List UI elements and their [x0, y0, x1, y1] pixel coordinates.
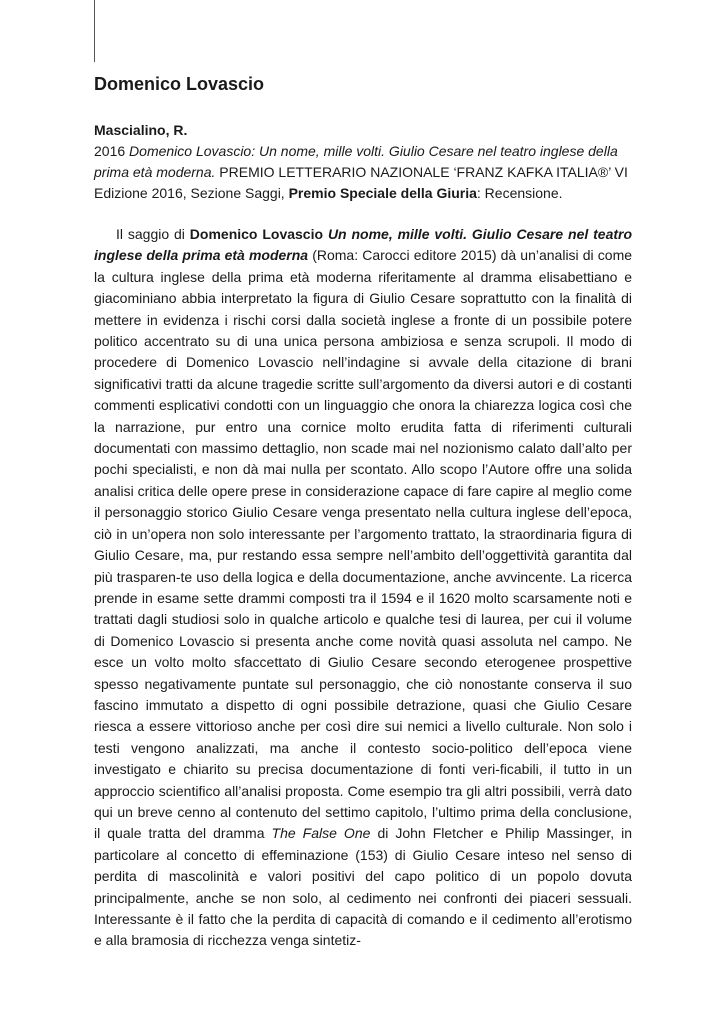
review-text-1: (Roma: Carocci editore 2015) dà un’analisi di come la cultura inglese della prima età moderna riferitamente al dramma elisabettiano e giacominiano abbia interpretato la figura di Giulio Cesare soprattutto con la finalità di mettere in evidenza i rischi corsi dalla società inglese a fronte di un possibile potere politico accentrato su di una unica persona ambiziosa e senza scrupoli. Il modo di procedere di Domenico Lovascio nell’indagine si avvale della citazione di brani significativi tratti da alcune tragedie scritte sull’argomento da diversi autori e di costanti commenti esplicativi condotti con un linguaggio che onora la chiarezza logica così che la narrazione, pur entro una cornice molto erudita fatta di riferimenti culturali documentati con massimo dettaglio, non scade mai nel nozionismo calato dall’alto per pochi specialisti, e non dà mai nulla per scontato. Allo scopo l’Autore offre una solida analisi critica delle opere prese in considerazione capace di fare capire al meglio come il personaggio storico Giulio Cesare venga presentato nella cultura inglese dell’epoca, ciò in un’opera non solo interessante per l’argomento trattato, la straordinaria figura di Giulio Cesare, ma, pur restando essa sempre nell’ambito dell’oggettività garantita dal più trasparen-te uso della logica e della documentazione, anche avvincente. La ricerca prende in esame sette drammi composti tra il 1594 e il 1620 molto scarsamente noti e trattati dagli studiosi solo in qualche articolo e qualche tesi di laurea, per cui il volume di Domenico Lovascio si presenta anche come novità quasi assoluta nel campo. Ne esce un volto molto sfaccettato di Giulio Cesare secondo eterogenee prospettive spesso negativamente puntate sul personaggio, che ciò nonostante conserva il suo fascino immutato a dispetto di ogni possibile detrazione, quasi che Giulio Cesare riesca a essere vittorioso anche per così dire sui nemici a livello culturale. Non solo i testi vengono analizzati, ma anche il contesto socio-politico dell’epoca viene investigato e chiarito su precisa documentazione di fonti veri-ficabili, il tutto in un approccio scientifico all’analisi proposta. Come esempio tra gli altri possibili, verrà dato qui un breve cenno al contenuto del settimo capitolo, l’ultimo prima della conclusione, il quale tratta del dramma [94, 247, 633, 842]
review-author-name: Domenico Lovascio [189, 226, 324, 242]
citation-author: Mascialino, R. [94, 122, 188, 138]
citation-year: 2016 [94, 143, 126, 159]
review-play-title: The False One [271, 825, 371, 842]
review-intro: Il saggio di [116, 226, 185, 242]
citation-type: : Recensione. [476, 185, 563, 201]
citation [94, 120, 632, 204]
citation-special-prize: Premio Speciale della Giuria [288, 185, 477, 201]
document-page [94, 72, 632, 966]
review-book-title: Un nome, mille volti. Giulio Cesare nel teatro inglese della prima età moderna [94, 226, 633, 264]
margin-line [94, 0, 95, 62]
review-text-2: di John Fletcher e Philip Massinger, in particolare al concetto di effeminazione (153) di Giulio Cesare inteso nel senso di perdita di mascolinità e valori positivi del capo politico di un popolo dovuta principalmente, anche se non solo, al cedimento nei confronti dei piaceri sessuali. Interessante è il fatto che la perdita di capacità di comando e il cedimento all’erotismo e alla bramosia di ricchezza venga sintetiz- [94, 825, 633, 949]
citation-award: PREMIO LETTERARIO NAZIONALE ‘FRANZ KAFKA ITALIA®’ VI Edizione 2016, Sezione Saggi, [94, 164, 628, 201]
citation-work-title: Domenico Lovascio: Un nome, mille volti. Giulio Cesare nel teatro inglese della prima età moderna. [94, 143, 618, 180]
document-title: Domenico Lovascio [94, 74, 265, 94]
review-paragraph [94, 224, 632, 952]
